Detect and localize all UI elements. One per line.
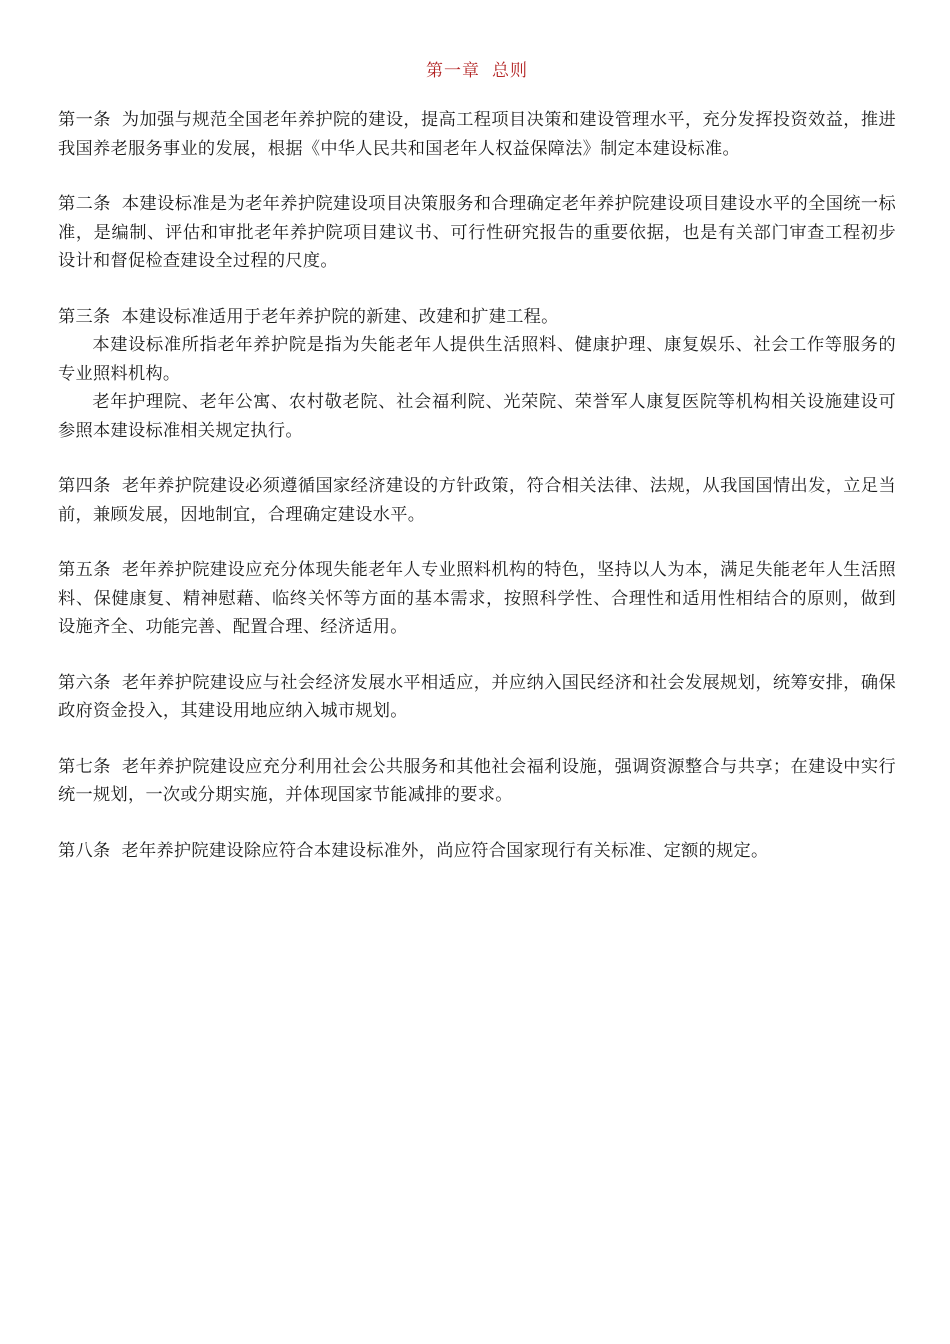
article-label: 第八条 bbox=[58, 840, 111, 861]
article-text: 为加强与规范全国老年养护院的建设，提高工程项目决策和建设管理水平，充分发挥投资效益，推进我国养老服务事业的发展，根据《中华人民共和国老年人权益保障法》制定本建设标准。 bbox=[58, 110, 896, 159]
article-label: 第四条 bbox=[58, 476, 111, 496]
article-7 bbox=[58, 753, 896, 810]
article-text: 老年养护院建设应充分体现失能老年人专业照料机构的特色，坚持以人为本，满足失能老年人生活照料、保健康复、精神慰藉、临终关怀等方面的基本需求，按照科学性、合理性和适用性相结合的原则，做到设施齐全、功能完善、配置合理、经济适用。 bbox=[58, 560, 896, 637]
article-label: 第三条 bbox=[58, 306, 111, 327]
article-text: 老年养护院建设应与社会经济发展水平相适应，并应纳入国民经济和社会发展规划，统筹安排，确保政府资金投入，其建设用地应纳入城市规划。 bbox=[58, 672, 896, 721]
chapter-name: 总则 bbox=[492, 61, 528, 81]
chapter-number: 第一章 bbox=[426, 61, 480, 81]
article-3 bbox=[58, 303, 896, 446]
article-subparagraph: 本建设标准所指老年养护院是指为失能老年人提供生活照料、健康护理、康复娱乐、社会工作等服务的专业照料机构。 bbox=[58, 335, 896, 384]
article-label: 第一条 bbox=[58, 110, 111, 130]
article-text: 本建设标准是为老年养护院建设项目决策服务和合理确定老年养护院建设项目建设水平的全国统一标准，是编制、评估和审批老年养护院项目建议书、可行性研究报告的重要依据，也是有关部门审查工程初步设计和督促检查建设全过程的尺度。 bbox=[58, 194, 896, 271]
article-paragraph bbox=[58, 753, 896, 810]
article-6 bbox=[58, 669, 896, 726]
article-paragraph bbox=[58, 837, 896, 866]
article-label: 第二条 bbox=[58, 194, 111, 214]
article-label: 第六条 bbox=[58, 672, 111, 693]
chapter-title bbox=[58, 58, 896, 84]
document-page bbox=[58, 58, 896, 892]
article-subparagraph: 老年护理院、老年公寓、农村敬老院、社会福利院、光荣院、荣誉军人康复医院等机构相关设施建设可参照本建设标准相关规定执行。 bbox=[58, 392, 896, 441]
article-8 bbox=[58, 837, 896, 866]
article-label: 第五条 bbox=[58, 560, 111, 580]
article-text: 本建设标准适用于老年养护院的新建、改建和扩建工程。 bbox=[121, 306, 559, 327]
article-paragraph bbox=[58, 556, 896, 642]
article-5 bbox=[58, 556, 896, 642]
article-text: 老年养护院建设必须遵循国家经济建设的方针政策，符合相关法律、法规，从我国国情出发，立足当前，兼顾发展，因地制宜，合理确定建设水平。 bbox=[58, 476, 896, 525]
article-paragraph bbox=[58, 190, 896, 276]
article-paragraph bbox=[58, 669, 896, 726]
article-text: 老年养护院建设应充分利用社会公共服务和其他社会福利设施，强调资源整合与共享；在建设中实行统一规划，一次或分期实施，并体现国家节能减排的要求。 bbox=[58, 756, 896, 805]
article-paragraph bbox=[58, 106, 896, 163]
article-paragraph bbox=[58, 472, 896, 529]
article-label: 第七条 bbox=[58, 756, 111, 777]
article-paragraph bbox=[58, 303, 896, 332]
article-text: 老年养护院建设除应符合本建设标准外，尚应符合国家现行有关标准、定额的规定。 bbox=[121, 840, 769, 861]
article-1 bbox=[58, 106, 896, 163]
article-2 bbox=[58, 190, 896, 276]
article-4 bbox=[58, 472, 896, 529]
